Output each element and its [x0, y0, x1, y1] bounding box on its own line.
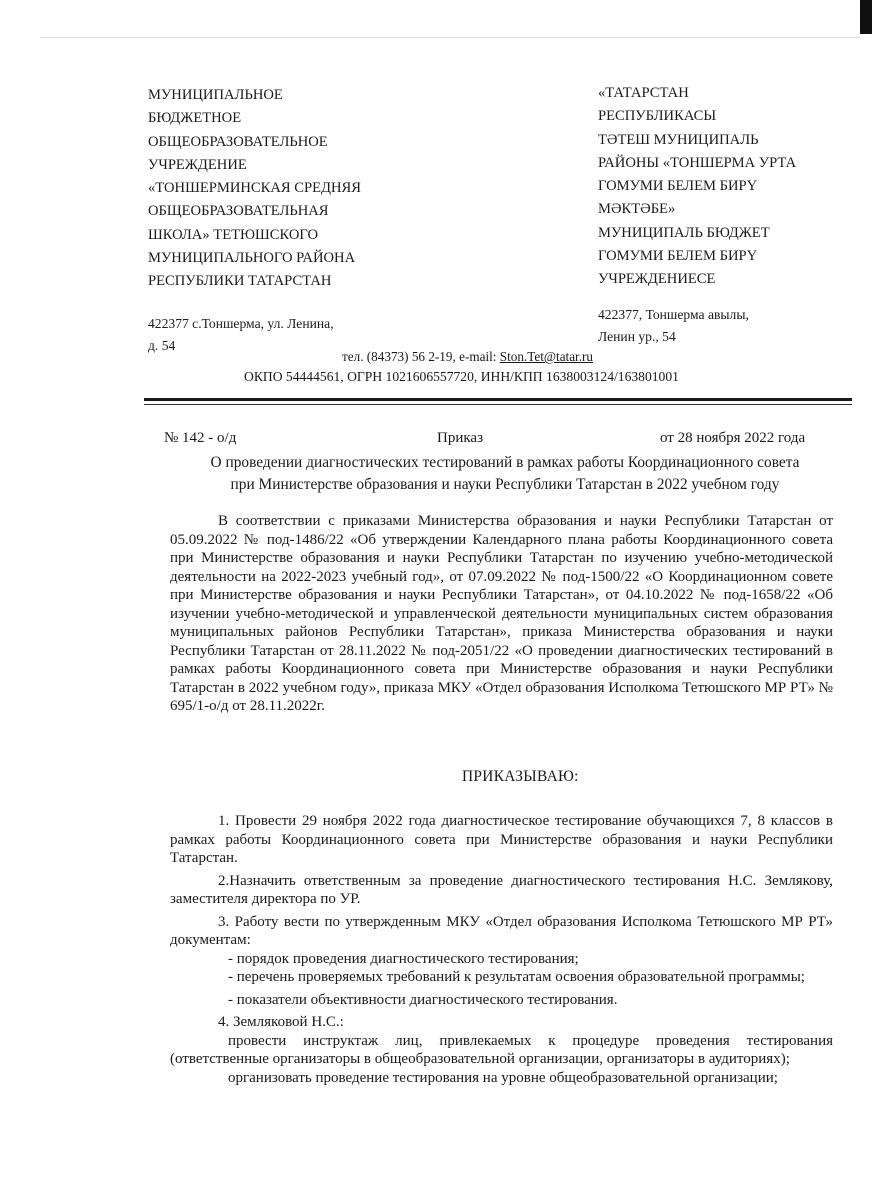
order-item-3-bullet: - показатели объективности диагностического тестирования. — [228, 991, 618, 1008]
order-items — [170, 812, 833, 1087]
address-tatar — [598, 304, 818, 347]
school-name-line: МУНИЦИПАЛЬ БЮДЖЕТ — [598, 224, 770, 241]
order-heading: ПРИКАЗЫВАЮ: — [462, 768, 579, 785]
order-item-2: 2.Назначить ответственным за проведение диагностического тестирования Н.С. Землякову, заместителя директора по УР. — [170, 872, 833, 907]
order-item-4-task: организовать проведение тестирования на уровне общеобразовательной организации; — [228, 1069, 778, 1086]
order-number: № 142 - о/д — [164, 430, 237, 446]
school-name-line: ТӘТЕШ МУНИЦИПАЛЬ — [598, 131, 759, 148]
order-title — [160, 452, 850, 496]
order-item-1: 1. Провести 29 ноября 2022 года диагностическое тестирование обучающихся 7, 8 классов в рамках работы Координационного совета при Министерстве образования и науки Республики Татарстан. — [170, 813, 833, 866]
school-name-line: «ТАТАРСТАН — [598, 85, 689, 101]
phone-text: тел. (84373) 56 2-19, e-mail: — [342, 349, 500, 364]
school-name-line: БЮДЖЕТНОЕ — [148, 110, 242, 127]
order-item-4: 4. Земляковой Н.С.: — [218, 1014, 344, 1030]
preamble-section — [170, 512, 833, 716]
document-type: Приказ — [437, 430, 484, 446]
scan-edge-line — [40, 37, 860, 38]
school-name-line: РЕСПУБЛИКАСЫ — [598, 108, 717, 125]
order-date: от 28 ноября 2022 года — [660, 430, 806, 446]
header-divider — [144, 398, 852, 401]
contact-line — [342, 349, 593, 365]
registration-codes: ОКПО 54444561, ОГРН 1021606557720, ИНН/КПП 1638003124/163801001 — [244, 369, 679, 384]
school-name-line: «ТОНШЕРМИНСКАЯ СРЕДНЯЯ — [148, 180, 362, 197]
header-divider-thin — [144, 404, 852, 405]
school-name-line: РЕСПУБЛИКИ ТАТАРСТАН — [148, 273, 332, 290]
address-line: Ленин ур., 54 — [598, 328, 676, 344]
school-name-russian — [148, 84, 448, 294]
school-name-line: РАЙОНЫ «ТОНШЕРМА УРТА — [598, 154, 797, 171]
order-item-3-bullet: - перечень проверяемых требований к результатам освоения образовательной программы; — [228, 969, 805, 985]
address-line: 422377, Тоншерма авылы, — [598, 307, 749, 322]
address-line: д. 54 — [148, 337, 176, 353]
school-name-line: МӘКТӘБЕ» — [598, 201, 676, 218]
school-name-line: МУНИЦИПАЛЬНОГО РАЙОНА — [148, 250, 356, 267]
school-name-line: ГОМУМИ БЕЛЕМ БИРҮ — [598, 248, 758, 265]
school-name-line: МУНИЦИПАЛЬНОЕ — [148, 87, 283, 103]
school-name-line: УЧРЕЖДЕНИЕСЕ — [598, 271, 716, 288]
order-item-3: 3. Работу вести по утвержденным МКУ «Отдел образования Исполкома Тетюшского МР РТ» документам: — [170, 913, 833, 948]
school-name-line: ОБЩЕОБРАЗОВАТЕЛЬНАЯ — [148, 203, 329, 220]
address-line: 422377 с.Тоншерма, ул. Ленина, — [148, 316, 334, 331]
email-link[interactable]: Ston.Tet@tatar.ru — [499, 349, 594, 364]
school-name-line: ОБЩЕОБРАЗОВАТЕЛЬНОЕ — [148, 133, 328, 150]
school-name-line: УЧРЕЖДЕНИЕ — [148, 156, 247, 173]
order-item-3-bullet: - порядок проведения диагностического тестирования; — [228, 950, 579, 967]
order-title-line: при Министерстве образования и науки Республики Татарстан в 2022 учебном году — [230, 476, 780, 493]
order-title-line: О проведении диагностических тестирований в рамках работы Координационного совета — [210, 454, 800, 471]
preamble-paragraph: В соответствии с приказами Министерства образования и науки Республики Татарстан от 05.09.2022 № под-1486/22 «Об утверждении Календарного плана работы Координационного совета при Министерстве образования и науки Республики Татарстан по изучению учебно-методической деятельности на 2022-2023 учебный год», от 07.09.2022 № под-1500/22 «О Координационном совете при Министерстве образования и науки Республики Татарстан», от 04.10.2022 № под-1658/22 «Об изучении учебно-методической и управленческой деятельности муниципальных систем образования муниципальных районов Республики Татарстан», приказа Министерства образования и науки Республики Татарстан от 28.11.2022 № под-2051/22 «О проведении диагностических тестирований в рамках работы Координационного совета при Министерстве образования и науки Республики Татарстан в 2022 учебном году», приказа МКУ «Отдел образования Исполкома Тетюшского МР РТ» № 695/1-о/д от 28.11.2022г. — [170, 513, 833, 714]
school-name-tatar — [598, 82, 858, 292]
order-item-4-task: провести инструктаж лиц, привлекаемых к процедуре проведения тестирования (ответственные организаторы в общеобразовательной организации, организаторы в аудиториях); — [170, 1032, 833, 1067]
school-name-line: ШКОЛА» ТЕТЮШСКОГО — [148, 226, 319, 243]
scan-edge-mark — [860, 0, 872, 34]
school-name-line: ГОМУМИ БЕЛЕМ БИРҮ — [598, 178, 758, 195]
